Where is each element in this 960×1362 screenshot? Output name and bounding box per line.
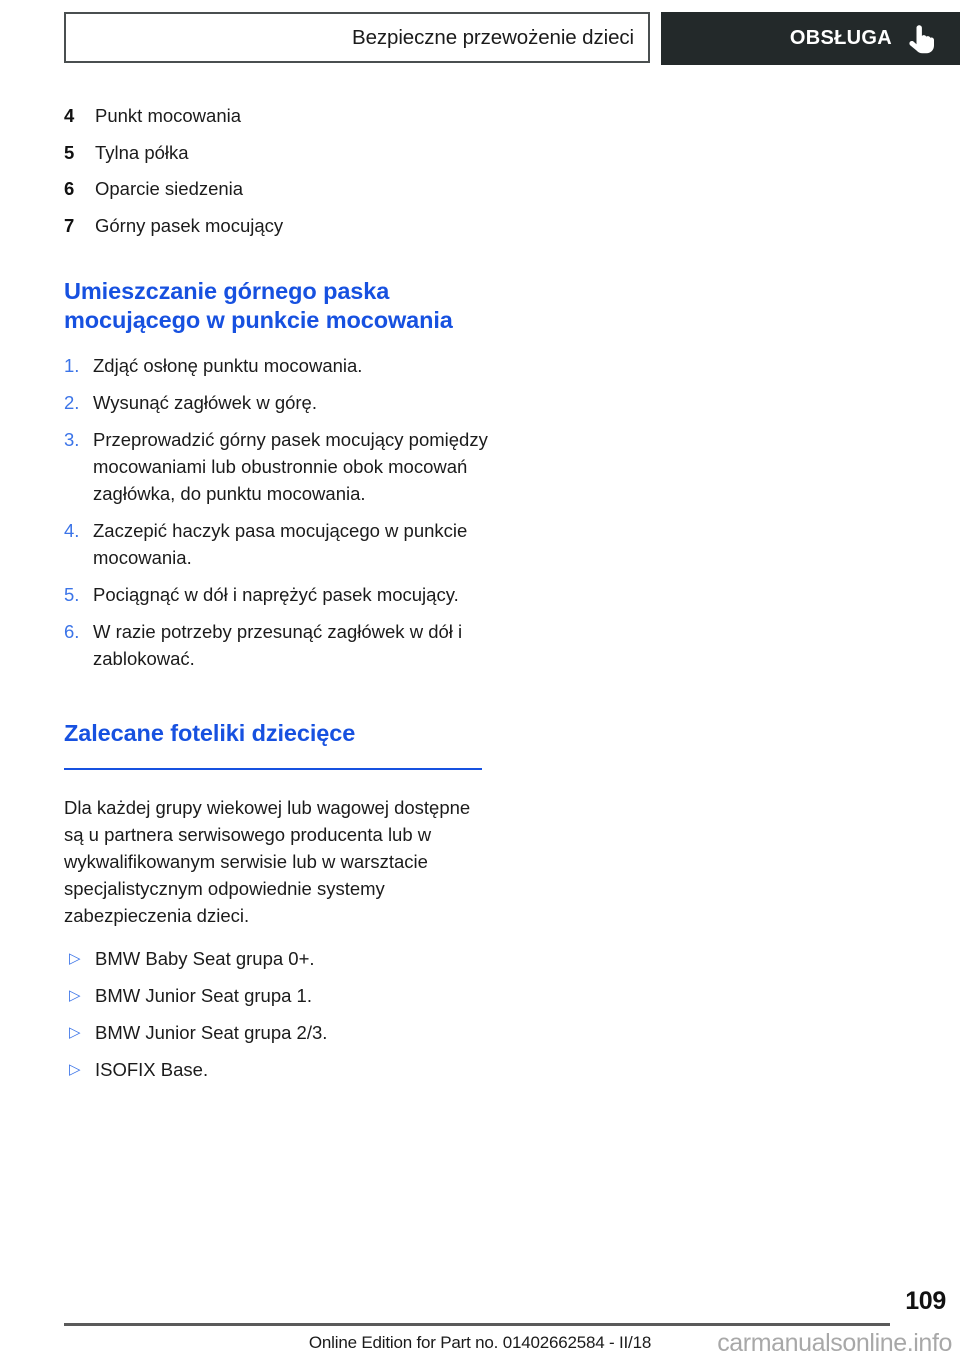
step-text: W razie potrzeby przesunąć zagłówek w dół i zablokować. — [93, 620, 463, 669]
section-tab-label: OBSŁUGA — [789, 27, 892, 49]
list-item — [64, 426, 494, 507]
list-item — [64, 1019, 494, 1046]
step-text: Zaczepić haczyk pasa mocującego w punkcie mocowania. — [93, 519, 468, 568]
step-number: 6. — [64, 620, 80, 642]
procedure-step-list — [64, 352, 494, 672]
list-item — [64, 352, 494, 379]
step-text: Wysunąć zagłówek w górę. — [93, 391, 317, 413]
step-text: Przeprowadzić górny pasek mocujący pomiędzy mocowaniami lub obustronnie obok mocowań zagłówka, do punktu mocowania. — [93, 428, 488, 504]
list-item — [64, 1056, 494, 1083]
legend-number: 4 — [64, 105, 75, 126]
section-heading-anchorage: Umieszczanie górnego paska mocującego w punkcie mocowania — [64, 277, 453, 333]
legend-label: Oparcie siedzenia — [95, 178, 244, 199]
list-item — [64, 176, 494, 202]
bullet-label: BMW Baby Seat grupa 0+. — [95, 947, 315, 969]
recommended-seats-list — [64, 945, 494, 1083]
triangle-bullet-icon: ▷ — [69, 986, 81, 1004]
footer-edition-text: Online Edition for Part no. 01402662584 - II/18 — [308, 1333, 652, 1352]
page-number: 109 — [905, 1287, 946, 1315]
heading-underline-rule — [64, 768, 482, 770]
page-header — [64, 12, 960, 65]
bullet-label: ISOFIX Base. — [95, 1058, 209, 1080]
triangle-bullet-icon: ▷ — [69, 949, 81, 967]
list-item — [64, 982, 494, 1009]
footer-watermark: carmanualsonline.info — [717, 1329, 952, 1357]
list-item — [64, 213, 494, 239]
page-content — [64, 103, 494, 1093]
step-number: 2. — [64, 391, 80, 413]
legend-number: 5 — [64, 141, 75, 163]
list-item — [64, 618, 494, 672]
step-text: Pociągnąć w dół i naprężyć pasek mocujący. — [93, 583, 459, 605]
section-heading-recommended-seats-wrap — [64, 719, 482, 770]
bullet-label: BMW Junior Seat grupa 2/3. — [95, 1021, 328, 1043]
legend-number: 7 — [64, 214, 75, 236]
legend-label: Górny pasek mocujący — [95, 214, 284, 236]
section-paragraph: Dla każdej grupy wiekowej lub wagowej dostępne są u partnera serwisowego producenta lub w wykwalifikowanym serwisie lub w warsztacie specjalistycznym odpowiednie systemy zabezpieczenia dzieci. — [64, 796, 471, 926]
step-number: 3. — [64, 428, 80, 450]
breadcrumb — [64, 12, 650, 63]
list-item — [64, 140, 494, 166]
list-item — [64, 389, 494, 416]
footer-divider — [64, 1323, 890, 1326]
triangle-bullet-icon: ▷ — [69, 1023, 81, 1041]
list-item — [64, 103, 494, 129]
hand-pointing-icon — [908, 24, 934, 54]
legend-label: Tylna półka — [95, 141, 189, 163]
list-item — [64, 517, 494, 571]
legend-number: 6 — [64, 178, 75, 199]
page-footer — [0, 1287, 960, 1362]
step-number: 1. — [64, 354, 80, 376]
list-item — [64, 581, 494, 608]
step-number: 4. — [64, 519, 80, 541]
legend-label: Punkt mocowania — [95, 105, 242, 126]
breadcrumb-label: Bezpieczne przewożenie dzieci — [352, 25, 634, 49]
triangle-bullet-icon: ▷ — [69, 1060, 81, 1078]
legend-list — [64, 103, 494, 239]
list-item — [64, 945, 494, 972]
bullet-label: BMW Junior Seat grupa 1. — [95, 984, 312, 1006]
section-heading-recommended-seats: Zalecane foteliki dziecięce — [64, 719, 356, 746]
section-tab — [661, 12, 960, 65]
step-number: 5. — [64, 583, 80, 605]
step-text: Zdjąć osłonę punktu mocowania. — [93, 354, 363, 376]
